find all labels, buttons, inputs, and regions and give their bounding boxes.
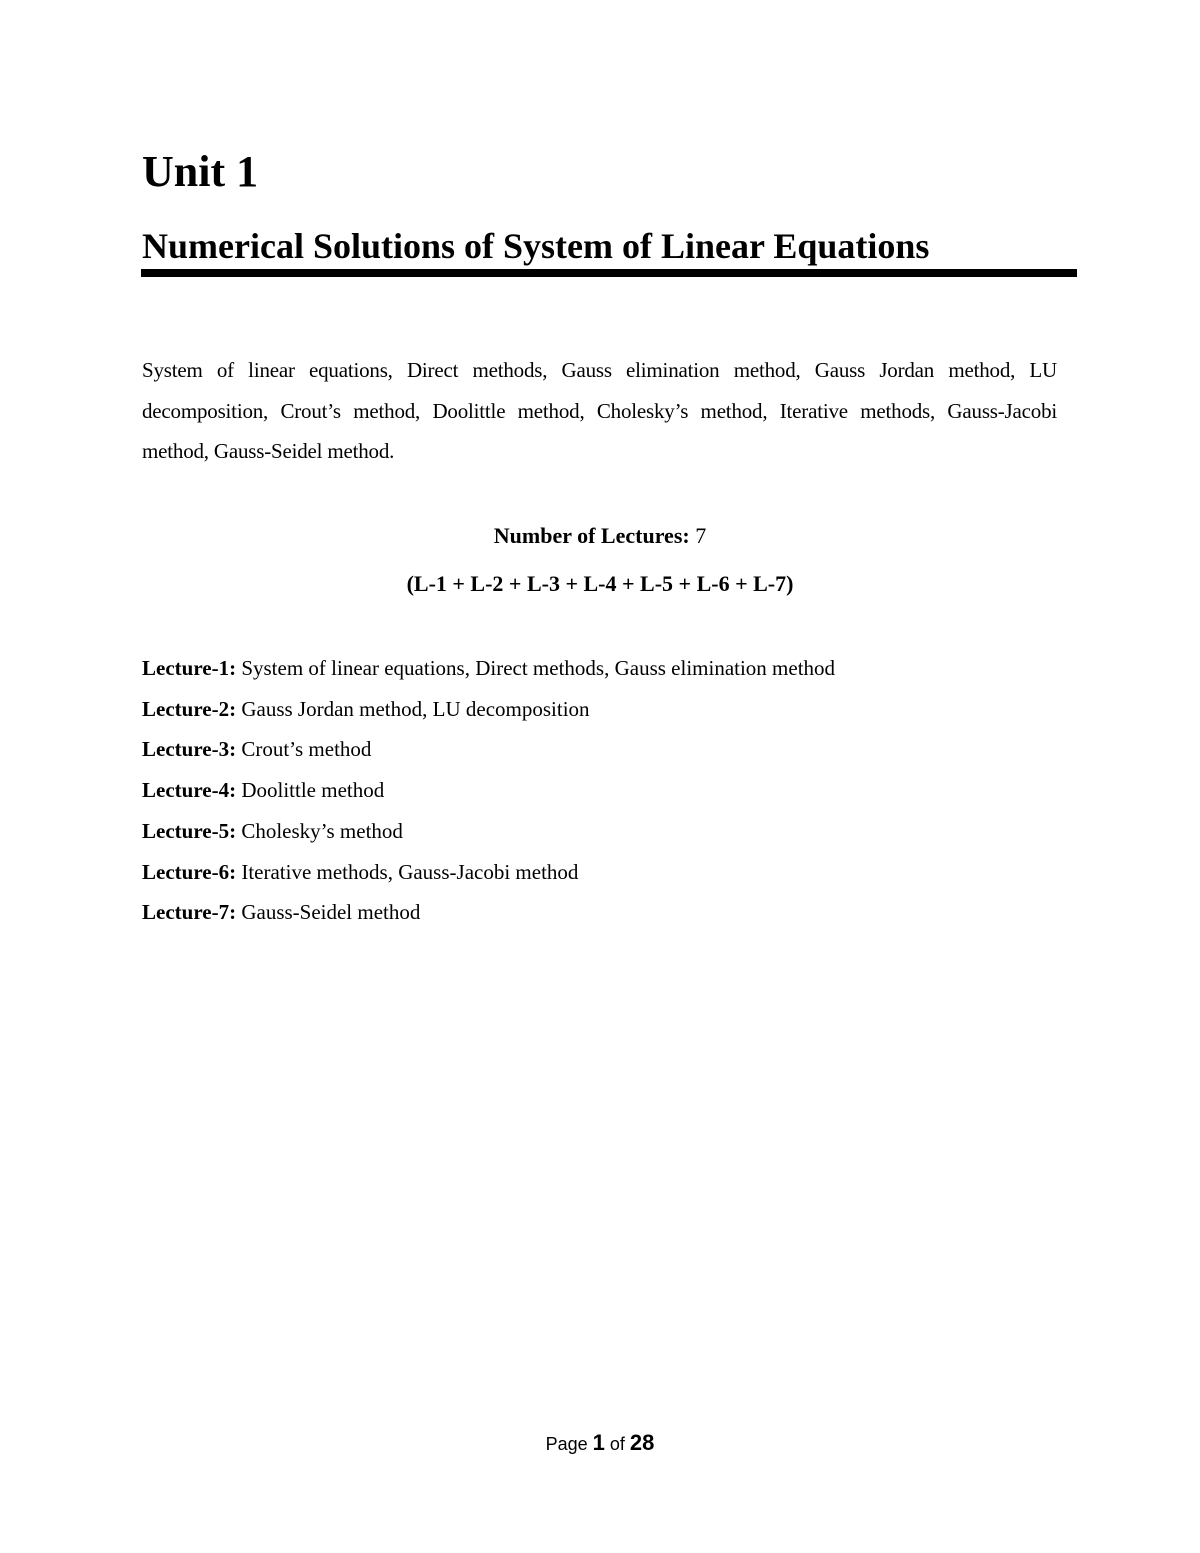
lecture-label: Lecture-6: — [142, 859, 237, 884]
lecture-label: Lecture-2: — [142, 696, 237, 721]
lecture-label: Lecture-1: — [142, 656, 237, 680]
lecture-topics: Crout’s method — [236, 737, 372, 762]
lectures-count-label: Number of Lectures: — [493, 523, 690, 548]
unit-title: Unit 1 — [142, 147, 259, 196]
page-total: 28 — [629, 1430, 655, 1455]
lecture-topics: Iterative methods, Gauss-Jacobi method — [236, 859, 579, 884]
page-of: of — [604, 1434, 630, 1454]
lecture-label: Lecture-7: — [142, 900, 237, 925]
title-underline-rule — [141, 269, 1077, 277]
lectures-count — [0, 516, 1200, 556]
lectures-formula: (L-1 + L-2 + L-3 + L-4 + L-5 + L-6 + L-7) — [406, 571, 794, 596]
chapter-title: Numerical Solutions of System of Linear Equations — [142, 226, 930, 266]
lecture-item — [142, 811, 835, 852]
lecture-label: Lecture-3: — [142, 737, 237, 762]
lecture-label: Lecture-4: — [142, 778, 237, 803]
lecture-item — [142, 892, 835, 933]
lecture-item — [142, 770, 835, 811]
page-footer — [0, 1428, 1200, 1459]
page-number: 1 — [592, 1430, 605, 1455]
lecture-label: Lecture-5: — [142, 818, 237, 843]
lecture-list — [142, 648, 835, 933]
lecture-topics: System of linear equations, Direct methods, Gauss elimination method — [236, 656, 836, 680]
lecture-topics: Doolittle method — [236, 778, 385, 803]
lecture-item — [142, 729, 835, 770]
unit-summary: System of linear equations, Direct methods, Gauss elimination method, Gauss Jordan method, LU decomposition, Crout’s method, Doolittle method, Cholesky’s method, Iterative methods, Gauss-Jacobi method, Gauss-Seidel method. — [142, 358, 1057, 463]
lecture-topics: Gauss-Seidel method — [236, 900, 421, 925]
page-prefix: Page — [545, 1434, 593, 1454]
lecture-topics: Cholesky’s method — [236, 818, 403, 843]
lecture-item — [142, 852, 835, 893]
lecture-item — [142, 648, 835, 689]
lecture-topics: Gauss Jordan method, LU decomposition — [236, 696, 590, 721]
lecture-item — [142, 689, 835, 730]
lectures-count-value: 7 — [689, 523, 707, 548]
